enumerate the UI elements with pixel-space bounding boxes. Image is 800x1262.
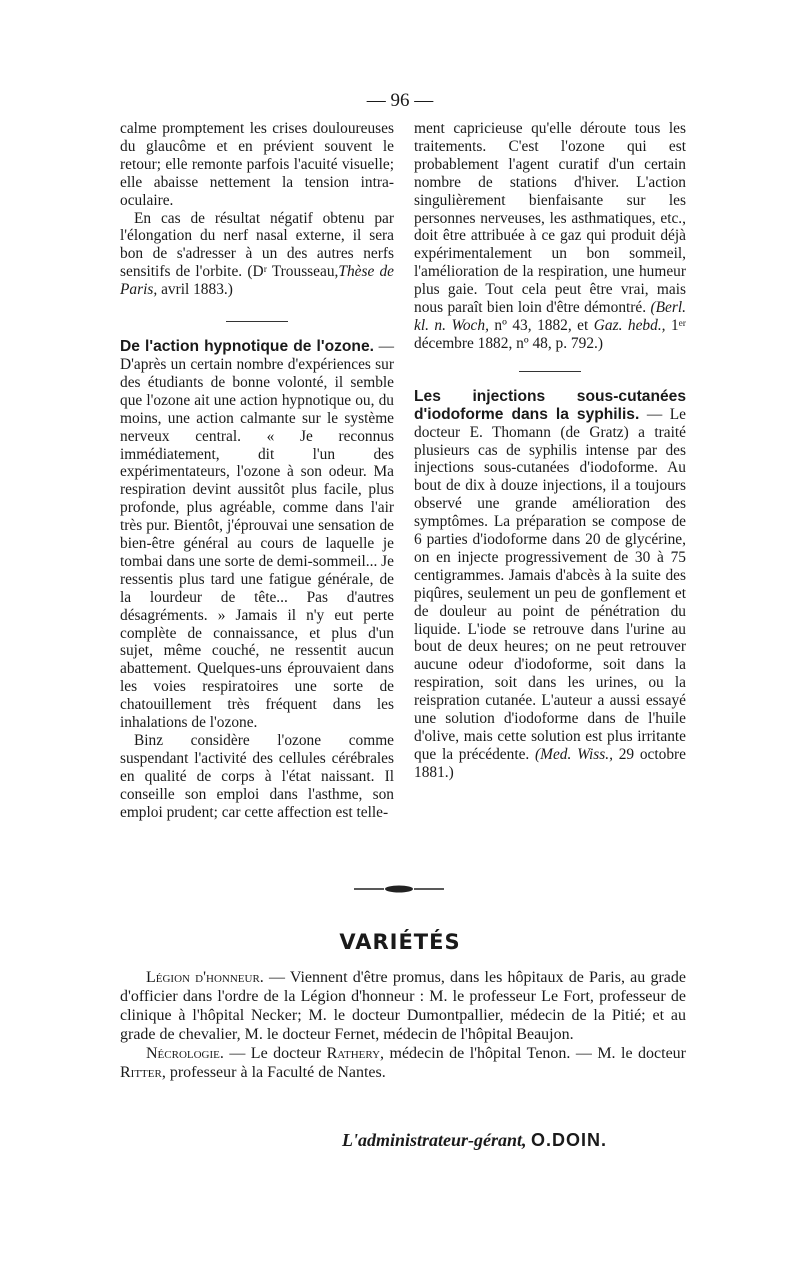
column-rule [226, 321, 288, 322]
paragraph-orbit [120, 210, 394, 300]
column-rule-right [519, 371, 581, 372]
section-title-varietes: VARIÉTÉS [339, 930, 461, 954]
paragraph-orbit-text: En cas de résultat négatif obtenu par l'élongation du nerf nasal externe, il sera bon de s'adresser à un des autres nerfs sensitifs de l'orbite. (Dʳ Trousseau, [120, 209, 394, 281]
article-body-iodoform: — Le docteur E. Thomann (de Gratz) a traité plusieurs cas de syphilis intense par des injections sous-cutanées d'iodoforme. Au bout de dix à douze injections, il a toujours observé une grande amélioration des symptômes. La préparation se compose de 6 parties d'iodoforme dans 20 de glycérine, on en injecte progressivement de 30 à 75 centigrammes. Jamais d'abcès à la suite des piqûres, seulement un peu de gonflement et de douleur au point de pénétration du liquide. L'iode se retrouve dans l'urine au bout de deux heures; on ne peut retrouver aucune odeur d'iodoforme, soit dans la respiration, soit dans les urines, ou la reispration cutanée. L'auteur a aussi essayé une solution d'iodoforme dans de l'huile d'olive, mais cette solution est plus irritante que la précédente. [414, 405, 686, 763]
article-ozone-binz: Binz considère l'ozone comme suspendant l'activité des cellules cérébrales en qualité de corps à l'état naissant. Il conseille son emploi dans l'asthme, son emploi prudent; car cette affection est telle- [120, 732, 394, 821]
citation-berl-end: nº 43, 1882, et [494, 316, 589, 334]
necro-name-rathery: Rathery [326, 1045, 381, 1062]
signature-name: O.DOIN. [531, 1130, 608, 1150]
notice-necrologie [120, 1044, 686, 1082]
citation-med-end: 29 octobre 1881.) [414, 745, 686, 781]
notice-text-necro-3: , professeur à la Faculté de Nantes. [161, 1064, 386, 1081]
notice-text-legion: — Viennent d'être promus, dans les hôpitaux de Paris, au grade d'officier dans l'ordre de la Légion d'honneur : M. le professeur Le Fort, professeur de clinique à l'hôpital Necker; M. le docteur Dumontpallier, médecin de la Pitié; et au grade de chevalier, M. le docteur Fernet, médecin de l'hôpital Beaujon. [120, 969, 687, 1043]
left-column [120, 120, 394, 822]
notice-legion-honneur [120, 968, 686, 1044]
notice-label-legion: Légion d'honneur. [146, 969, 264, 986]
article-heading-iodoform: Les injections sous-cutanées d'iodoforme dans la syphilis. [414, 387, 686, 423]
citation-gaz: Gaz. hebd., [593, 316, 666, 334]
notice-label-necro: Nécrologie. [146, 1045, 224, 1062]
citation-gaz-end: 1ᵉʳ décembre 1882, nº 48, p. 792.) [414, 316, 686, 352]
article-body-ozone: — D'après un certain nombre d'expériences sur des étudiants de bonne volonté, il semble que l'ozone ait une action hypnotique ou, du moins, une action calmante sur le système nerveux central. « Je reconnus immédiatement, dit l'un des expérimentateurs, l'ozone à son odeur. Ma respiration devint aussitôt plus facile, plus profonde, plus agréable, comme dans l'air très pur. Bientôt, j'éprouvai une sensation de bien-être général au cours de laquelle je tombai dans une sorte de demi-sommeil... Je ressentis plus tard une fatigue générale, de la lourdeur de tête... Pas d'autres désagréments. » Jamais il n'y eut perte complète de connaissance, et plus d'un sujet, même couché, ne ressentit aucun abattement. Quelques-uns éprouvaient dans les voies respiratoires une sorte de chatouillement très fréquent dans les inhalations de l'ozone. [120, 338, 394, 732]
notice-text-necro-1: — Le docteur [223, 1045, 327, 1062]
citation-berl: (Berl. kl. n. Woch, [414, 299, 686, 334]
article-heading-ozone: De l'action hypnotique de l'ozone. [120, 338, 374, 356]
article-iodoform [414, 388, 686, 782]
paragraph-glaucoma: calme promptement les crises douloureuses du glaucôme et en prévient souvent le retour; elle remonte parfois l'acuité visuelle; elle abaisse nettement la tension intra-oculaire. [120, 120, 394, 209]
article-ozone [120, 338, 394, 732]
ornamental-divider [354, 884, 444, 894]
citation-date: avril 1883.) [161, 281, 233, 299]
necro-name-ritter: Ritter [120, 1064, 162, 1081]
signature-role: L'administrateur-gérant, [342, 1130, 527, 1150]
citation-these: Thèse de Paris, [120, 263, 395, 299]
notice-text-necro-2: , médecin de l'hôpital Tenon. — M. le docteur [380, 1045, 687, 1062]
page-number: — 96 — [366, 90, 434, 111]
continuation-text: ment capricieuse qu'elle déroute tous les traitements. C'est l'ozone qui est probablement l'agent curatif d'un certain nombre de stations d'hiver. L'action singulièrement bienfaisante sur les personnes nerveuses, les asthmatiques, etc., doit être attribuée à ce gaz qui produit déjà expérimentalement un bon sommeil, l'amélioration de la respiration, une humeur plus gaie. Tout cela peut être vrai, mais nous paraît bien loin d'être démontré. [414, 120, 686, 317]
right-column [414, 120, 686, 782]
paragraph-continuation [414, 120, 686, 353]
signature [342, 1130, 682, 1151]
citation-med: (Med. Wiss., [535, 745, 613, 763]
